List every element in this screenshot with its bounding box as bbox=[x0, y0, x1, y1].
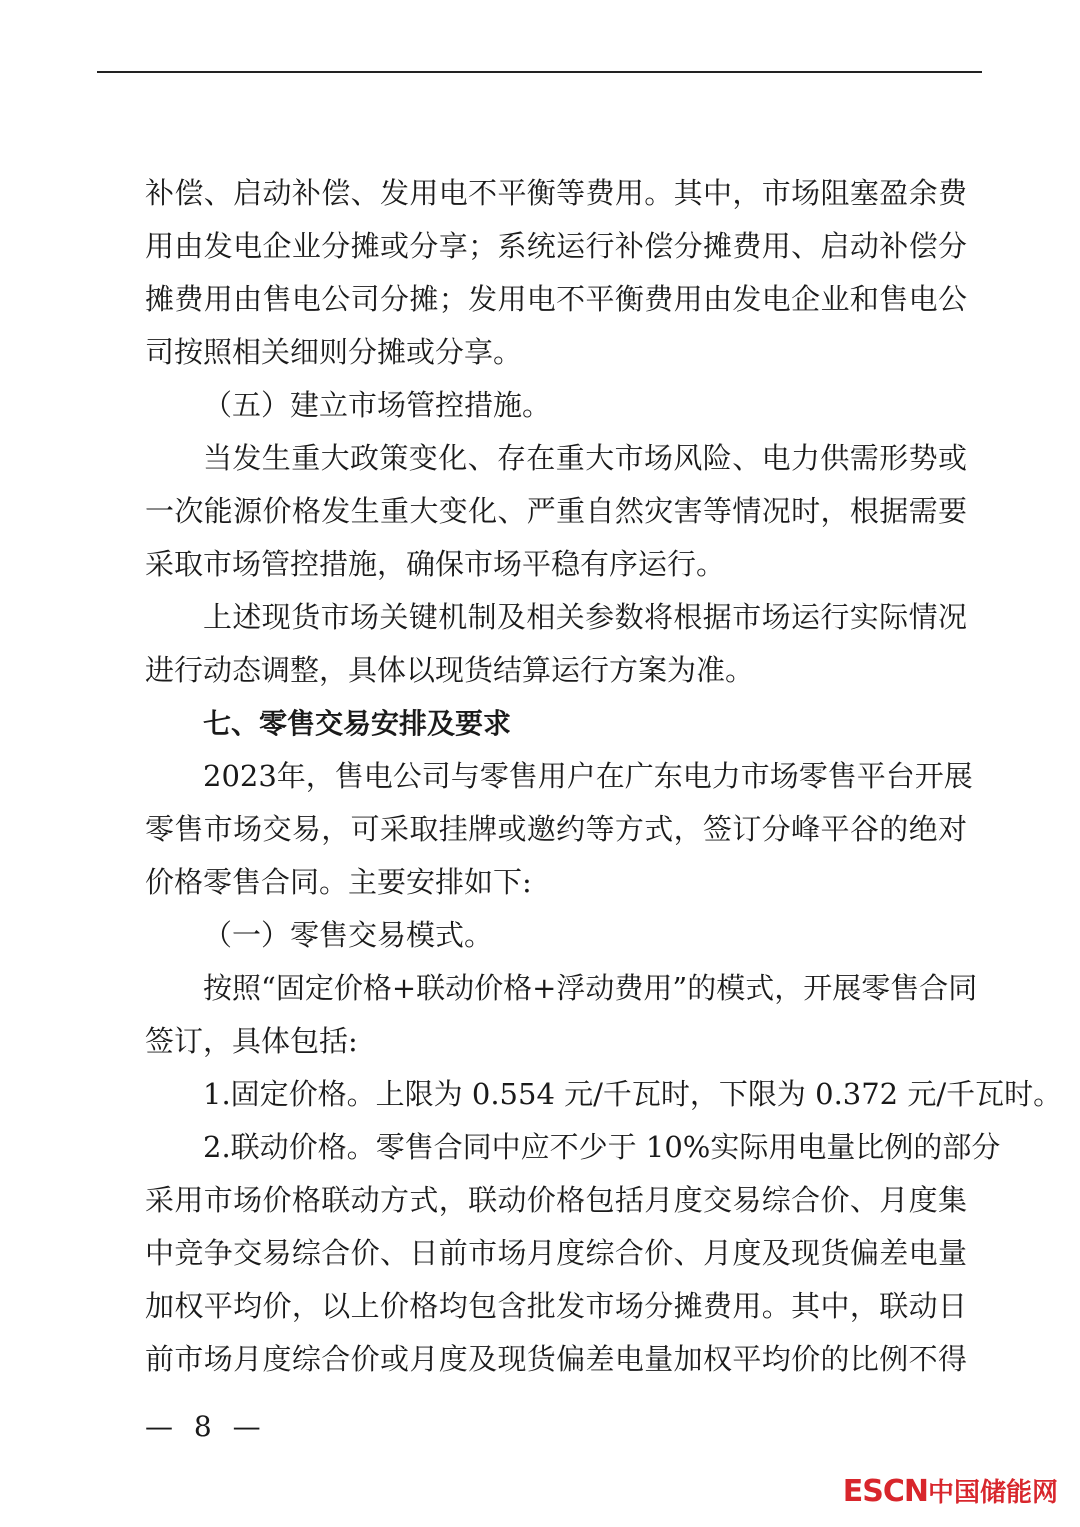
text-line: 摊费用由售电公司分摊；发用电不平衡费用由发电企业和售电公 bbox=[145, 282, 967, 316]
text-line: 2.联动价格。零售合同中应不少于 10%实际用电量比例的部分 bbox=[203, 1130, 1001, 1164]
text-line: 司按照相关细则分摊或分享。 bbox=[145, 335, 523, 369]
text-line: （一）零售交易模式。 bbox=[203, 918, 494, 952]
document-body bbox=[145, 167, 1063, 1386]
text-line: 当发生重大政策变化、存在重大市场风险、电力供需形势或 bbox=[203, 441, 967, 475]
text-line: 一次能源价格发生重大变化、严重自然灾害等情况时，根据需要 bbox=[145, 494, 967, 528]
text-line: 上述现货市场关键机制及相关参数将根据市场运行实际情况 bbox=[203, 600, 967, 634]
text-line: 加权平均价，以上价格均包含批发市场分摊费用。其中，联动日 bbox=[145, 1289, 967, 1323]
text-line: 前市场月度综合价或月度及现货偏差电量加权平均价的比例不得 bbox=[145, 1342, 967, 1376]
section-heading: 七、零售交易安排及要求 bbox=[203, 707, 512, 740]
text-line: （五）建立市场管控措施。 bbox=[203, 388, 552, 422]
watermark-chinese: 中国储能网 bbox=[927, 1478, 1058, 1508]
watermark-latin: ESCN bbox=[842, 1474, 928, 1509]
text-line: 2023年，售电公司与零售用户在广东电力市场零售平台开展 bbox=[203, 759, 973, 793]
text-line: 进行动态调整，具体以现货结算运行方案为准。 bbox=[145, 653, 755, 687]
text-line: 零售市场交易，可采取挂牌或邀约等方式，签订分峰平谷的绝对 bbox=[145, 812, 967, 846]
text-line: 采用市场价格联动方式，联动价格包括月度交易综合价、月度集 bbox=[145, 1183, 967, 1217]
text-line: 补偿、启动补偿、发用电不平衡等费用。其中，市场阻塞盈余费 bbox=[145, 176, 967, 210]
header-rule bbox=[97, 71, 982, 73]
escn-watermark-logo bbox=[843, 1472, 1058, 1509]
text-line: 1.固定价格。上限为 0.554 元/千瓦时，下限为 0.372 元/千瓦时。 bbox=[203, 1077, 1063, 1111]
text-line: 按照“固定价格+联动价格+浮动费用”的模式，开展零售合同 bbox=[203, 971, 978, 1005]
page-number: — 8 — bbox=[145, 1410, 267, 1443]
text-line: 价格零售合同。主要安排如下: bbox=[145, 865, 532, 899]
text-line: 用由发电企业分摊或分享；系统运行补偿分摊费用、启动补偿分 bbox=[145, 229, 967, 263]
text-line: 签订，具体包括: bbox=[145, 1024, 358, 1058]
text-line: 采取市场管控措施，确保市场平稳有序运行。 bbox=[145, 547, 726, 581]
text-line: 中竞争交易综合价、日前市场月度综合价、月度及现货偏差电量 bbox=[145, 1236, 967, 1270]
